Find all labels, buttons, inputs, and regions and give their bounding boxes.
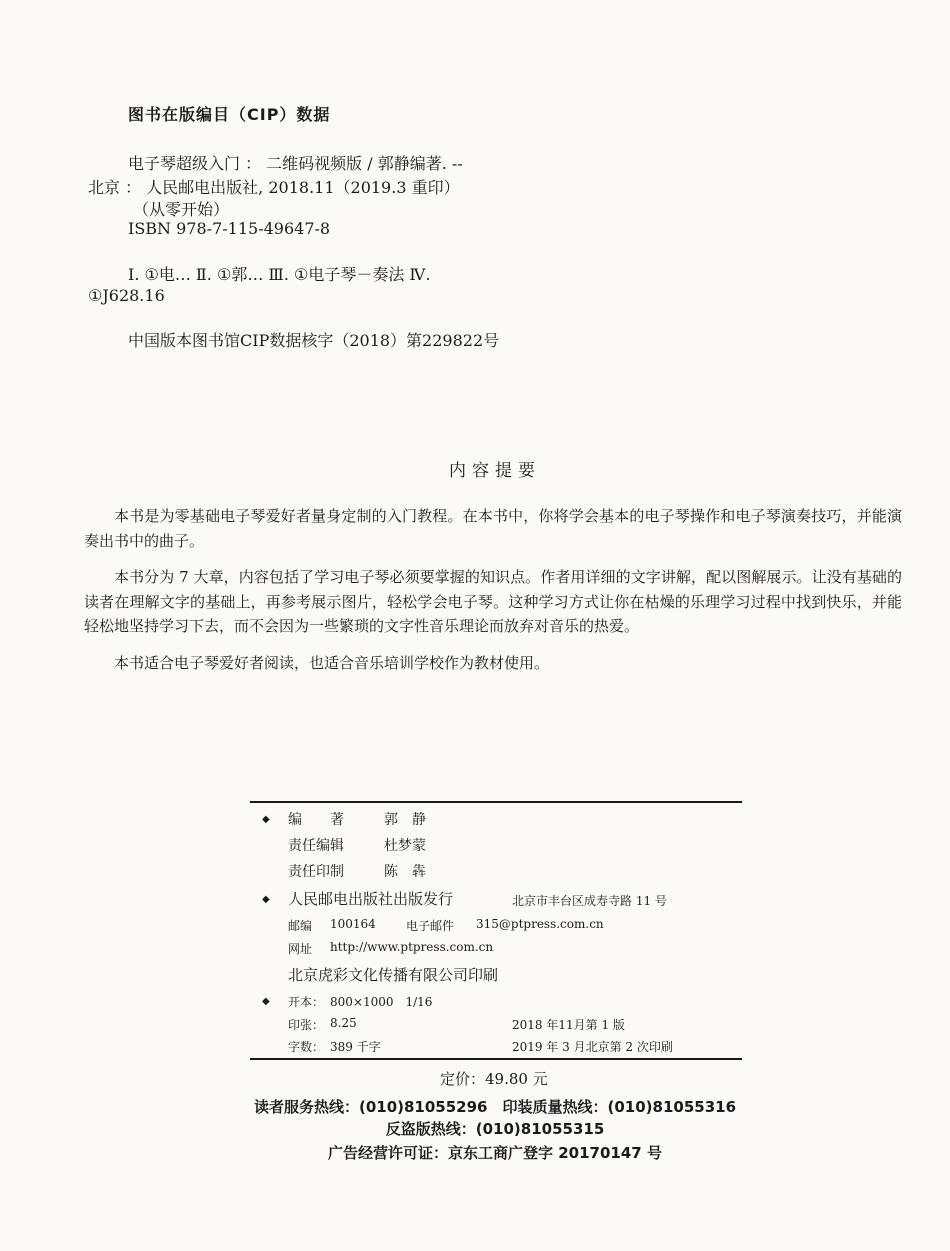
- postcode: 100164: [330, 917, 376, 931]
- printing-supervisor-name: 陈 犇: [384, 864, 426, 880]
- cip-class-number-line: ①J628.16: [88, 286, 165, 305]
- email: 315@ptpress.com.cn: [476, 917, 604, 931]
- words-label: 字数：: [288, 1040, 325, 1054]
- printing-supervisor-label: 责任印制: [288, 864, 344, 880]
- email-label: 电子邮件: [406, 919, 455, 933]
- author-name: 郭 静: [384, 812, 426, 828]
- cip-heading: 图书在版编目（CIP）数据: [128, 105, 331, 124]
- reprint: 2019 年 3 月北京第 2 次印刷: [512, 1040, 673, 1054]
- summary-paragraph: 本书分为 7 大章，内容包括了学习电子琴必须要掌握的知识点。作者用详细的文字讲解，配以图解展示。让没有基础的读者在理解文字的基础上，再参考展示图片，轻松学会电子琴。这种学习方式让你在枯燥的乐理学习过程中找到快乐，并能轻松地坚持学习下去，而不会因为一些繁琐的文字性音乐理论而放弃对音乐的热爱。: [84, 568, 902, 636]
- editor-name: 杜梦蒙: [384, 838, 426, 854]
- format: 800×1000 1/16: [330, 995, 433, 1009]
- cip-isbn-line: ISBN 978-7-115-49647-8: [128, 219, 331, 238]
- printer: 北京虎彩文化传播有限公司印刷: [288, 966, 499, 984]
- advertising-license: 广告经营许可证：京东工商广登字 20170147 号: [328, 1144, 662, 1162]
- words: 389 千字: [330, 1040, 381, 1054]
- service-hotlines: 读者服务热线：(010)81055296 印装质量热线：(010)81055316: [253, 1098, 737, 1116]
- cip-verification-number: 中国版本图书馆CIP数据核字（2018）第229822号: [128, 331, 500, 350]
- publisher-address: 北京市丰台区成寿寺路 11 号: [512, 894, 667, 908]
- summary-body: [84, 504, 902, 688]
- imprint-bottom-rule: [250, 1058, 742, 1060]
- website-label: 网址: [288, 942, 313, 956]
- author-label: 编 著: [288, 812, 344, 828]
- diamond-bullet-icon: ◆: [262, 894, 270, 905]
- edition: 2018 年11月第 1 版: [512, 1018, 625, 1032]
- cip-publisher-line: 北京 ： 人民邮电出版社, 2018.11（2019.3 重印）: [88, 178, 460, 197]
- cip-title-line: 电子琴超级入门 ： 二维码视频版 / 郭静编著. --: [128, 154, 463, 173]
- diamond-bullet-icon: ◆: [262, 996, 270, 1007]
- price: 定价：49.80 元: [440, 1070, 548, 1088]
- imprint-top-rule: [250, 801, 742, 803]
- cip-series-line: （从零开始）: [133, 200, 230, 219]
- sheets-label: 印张：: [288, 1018, 325, 1032]
- website: http://www.ptpress.com.cn: [330, 940, 494, 954]
- summary-paragraph: 本书是为零基础电子琴爱好者量身定制的入门教程。在本书中，你将学会基本的电子琴操作和电子琴演奏技巧，并能演奏出书中的曲子。: [84, 507, 902, 550]
- summary-paragraph: 本书适合电子琴爱好者阅读，也适合音乐培训学校作为教材使用。: [114, 653, 550, 672]
- postcode-label: 邮编: [288, 919, 313, 933]
- sheets: 8.25: [330, 1016, 357, 1030]
- anti-piracy-hotline: 反盗版热线：(010)81055315: [385, 1120, 605, 1138]
- editor-label: 责任编辑: [288, 838, 344, 854]
- format-label: 开本：: [288, 995, 325, 1009]
- diamond-bullet-icon: ◆: [262, 814, 270, 825]
- publisher: 人民邮电出版社出版发行: [288, 890, 454, 908]
- cip-classification-line: Ⅰ. ①电… Ⅱ. ①郭… Ⅲ. ①电子琴－奏法 Ⅳ.: [128, 265, 431, 284]
- summary-title: 内容提要: [449, 461, 541, 481]
